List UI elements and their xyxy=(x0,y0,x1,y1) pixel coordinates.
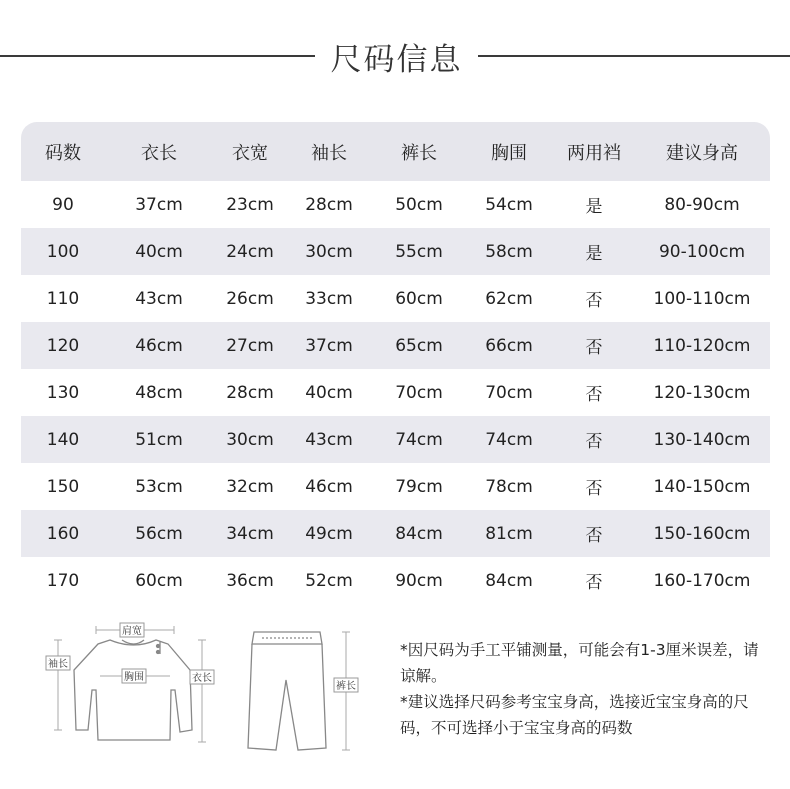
header-pants: 裤长 xyxy=(401,142,437,164)
cell-chest: 78cm xyxy=(485,476,533,497)
cell-height: 120-130cm xyxy=(653,382,751,403)
cell-height: 160-170cm xyxy=(653,570,751,591)
cell-crotch: 否 xyxy=(585,338,603,358)
cell-sleeve: 49cm xyxy=(305,523,353,544)
cell-width: 23cm xyxy=(226,194,274,215)
cell-crotch: 否 xyxy=(585,479,603,499)
shoulder-label: 肩宽 xyxy=(122,626,142,637)
cell-width: 34cm xyxy=(226,523,274,544)
cell-width: 30cm xyxy=(226,429,274,450)
cell-sleeve: 52cm xyxy=(305,570,353,591)
page-title: 尺码信息 xyxy=(330,42,463,78)
cell-sleeve: 37cm xyxy=(305,335,353,356)
cell-height: 90-100cm xyxy=(658,241,746,262)
length-label: 衣长 xyxy=(192,673,212,684)
cell-size: 90 xyxy=(52,194,74,215)
chest-label: 胸围 xyxy=(124,672,144,683)
cell-width: 24cm xyxy=(226,241,274,262)
cell-height: 130-140cm xyxy=(653,429,751,450)
cell-pants: 70cm xyxy=(395,382,443,403)
table-body xyxy=(21,181,770,604)
cell-length: 48cm xyxy=(135,382,183,403)
cell-length: 43cm xyxy=(135,288,183,309)
table-header xyxy=(21,122,770,181)
header-crotch: 两用裆 xyxy=(567,142,621,164)
cell-length: 37cm xyxy=(135,194,183,215)
cell-height: 110-120cm xyxy=(653,335,751,356)
cell-crotch: 否 xyxy=(585,573,603,593)
cell-pants: 65cm xyxy=(395,335,443,356)
table-row xyxy=(21,181,770,228)
cell-chest: 62cm xyxy=(485,288,533,309)
cell-crotch: 否 xyxy=(585,432,603,452)
header-chest: 胸围 xyxy=(491,142,527,164)
header-height: 建议身高 xyxy=(666,142,738,164)
cell-width: 26cm xyxy=(226,288,274,309)
cell-chest: 81cm xyxy=(485,523,533,544)
cell-crotch: 否 xyxy=(585,526,603,546)
cell-width: 36cm xyxy=(226,570,274,591)
header-size: 码数 xyxy=(45,142,81,164)
cell-pants: 74cm xyxy=(395,429,443,450)
title-bar xyxy=(0,28,790,84)
title-divider-right xyxy=(478,55,790,57)
header-width: 衣宽 xyxy=(232,142,268,164)
cell-length: 56cm xyxy=(135,523,183,544)
cell-sleeve: 40cm xyxy=(305,382,353,403)
pants-illustration xyxy=(248,632,326,750)
table-row xyxy=(21,275,770,322)
cell-sleeve: 43cm xyxy=(305,429,353,450)
cell-crotch: 是 xyxy=(585,244,603,264)
cell-sleeve: 33cm xyxy=(305,288,353,309)
table-row xyxy=(21,322,770,369)
cell-chest: 70cm xyxy=(485,382,533,403)
table-row xyxy=(21,369,770,416)
header-length: 衣长 xyxy=(141,142,177,164)
cell-pants: 55cm xyxy=(395,241,443,262)
header-sleeve: 袖长 xyxy=(311,142,347,164)
cell-size: 160 xyxy=(46,523,80,544)
title-divider-left xyxy=(0,55,315,57)
cell-length: 60cm xyxy=(135,570,183,591)
cell-width: 32cm xyxy=(226,476,274,497)
cell-chest: 74cm xyxy=(485,429,533,450)
cell-chest: 58cm xyxy=(485,241,533,262)
pants-length-label: 裤长 xyxy=(336,681,356,692)
measurement-diagram xyxy=(40,610,370,780)
table-row xyxy=(21,463,770,510)
cell-width: 28cm xyxy=(226,382,274,403)
table-row xyxy=(21,510,770,557)
shirt-illustration xyxy=(74,640,192,740)
cell-pants: 84cm xyxy=(395,523,443,544)
sleeve-label: 袖长 xyxy=(48,659,68,670)
cell-chest: 54cm xyxy=(485,194,533,215)
cell-height: 140-150cm xyxy=(653,476,751,497)
cell-chest: 66cm xyxy=(485,335,533,356)
cell-pants: 79cm xyxy=(395,476,443,497)
cell-pants: 90cm xyxy=(395,570,443,591)
cell-height: 80-90cm xyxy=(664,194,740,215)
cell-crotch: 否 xyxy=(585,291,603,311)
cell-length: 53cm xyxy=(135,476,183,497)
cell-sleeve: 46cm xyxy=(305,476,353,497)
cell-size: 100 xyxy=(46,241,80,262)
cell-width: 27cm xyxy=(226,335,274,356)
size-table xyxy=(21,122,770,604)
cell-size: 170 xyxy=(46,570,80,591)
cell-size: 120 xyxy=(46,335,80,356)
table-row xyxy=(21,416,770,463)
note-size-advice: *建议选择尺码参考宝宝身高，选接近宝宝身高的尺码，不可选择小于宝宝身高的码数 xyxy=(400,693,749,737)
cell-height: 100-110cm xyxy=(653,288,751,309)
cell-sleeve: 28cm xyxy=(305,194,353,215)
cell-pants: 60cm xyxy=(395,288,443,309)
cell-length: 46cm xyxy=(135,335,183,356)
cell-height: 150-160cm xyxy=(653,523,751,544)
note-measurement: *因尺码为手工平铺测量，可能会有1-3厘米误差，请谅解。 xyxy=(400,641,759,685)
cell-length: 40cm xyxy=(135,241,183,262)
cell-size: 150 xyxy=(46,476,80,497)
cell-sleeve: 30cm xyxy=(305,241,353,262)
table-row xyxy=(21,557,770,604)
cell-crotch: 否 xyxy=(585,385,603,405)
cell-size: 110 xyxy=(46,288,80,309)
cell-chest: 84cm xyxy=(485,570,533,591)
notes xyxy=(400,637,760,741)
cell-crotch: 是 xyxy=(585,197,603,217)
table-row xyxy=(21,228,770,275)
cell-size: 140 xyxy=(46,429,80,450)
cell-size: 130 xyxy=(46,382,80,403)
cell-length: 51cm xyxy=(135,429,183,450)
cell-pants: 50cm xyxy=(395,194,443,215)
